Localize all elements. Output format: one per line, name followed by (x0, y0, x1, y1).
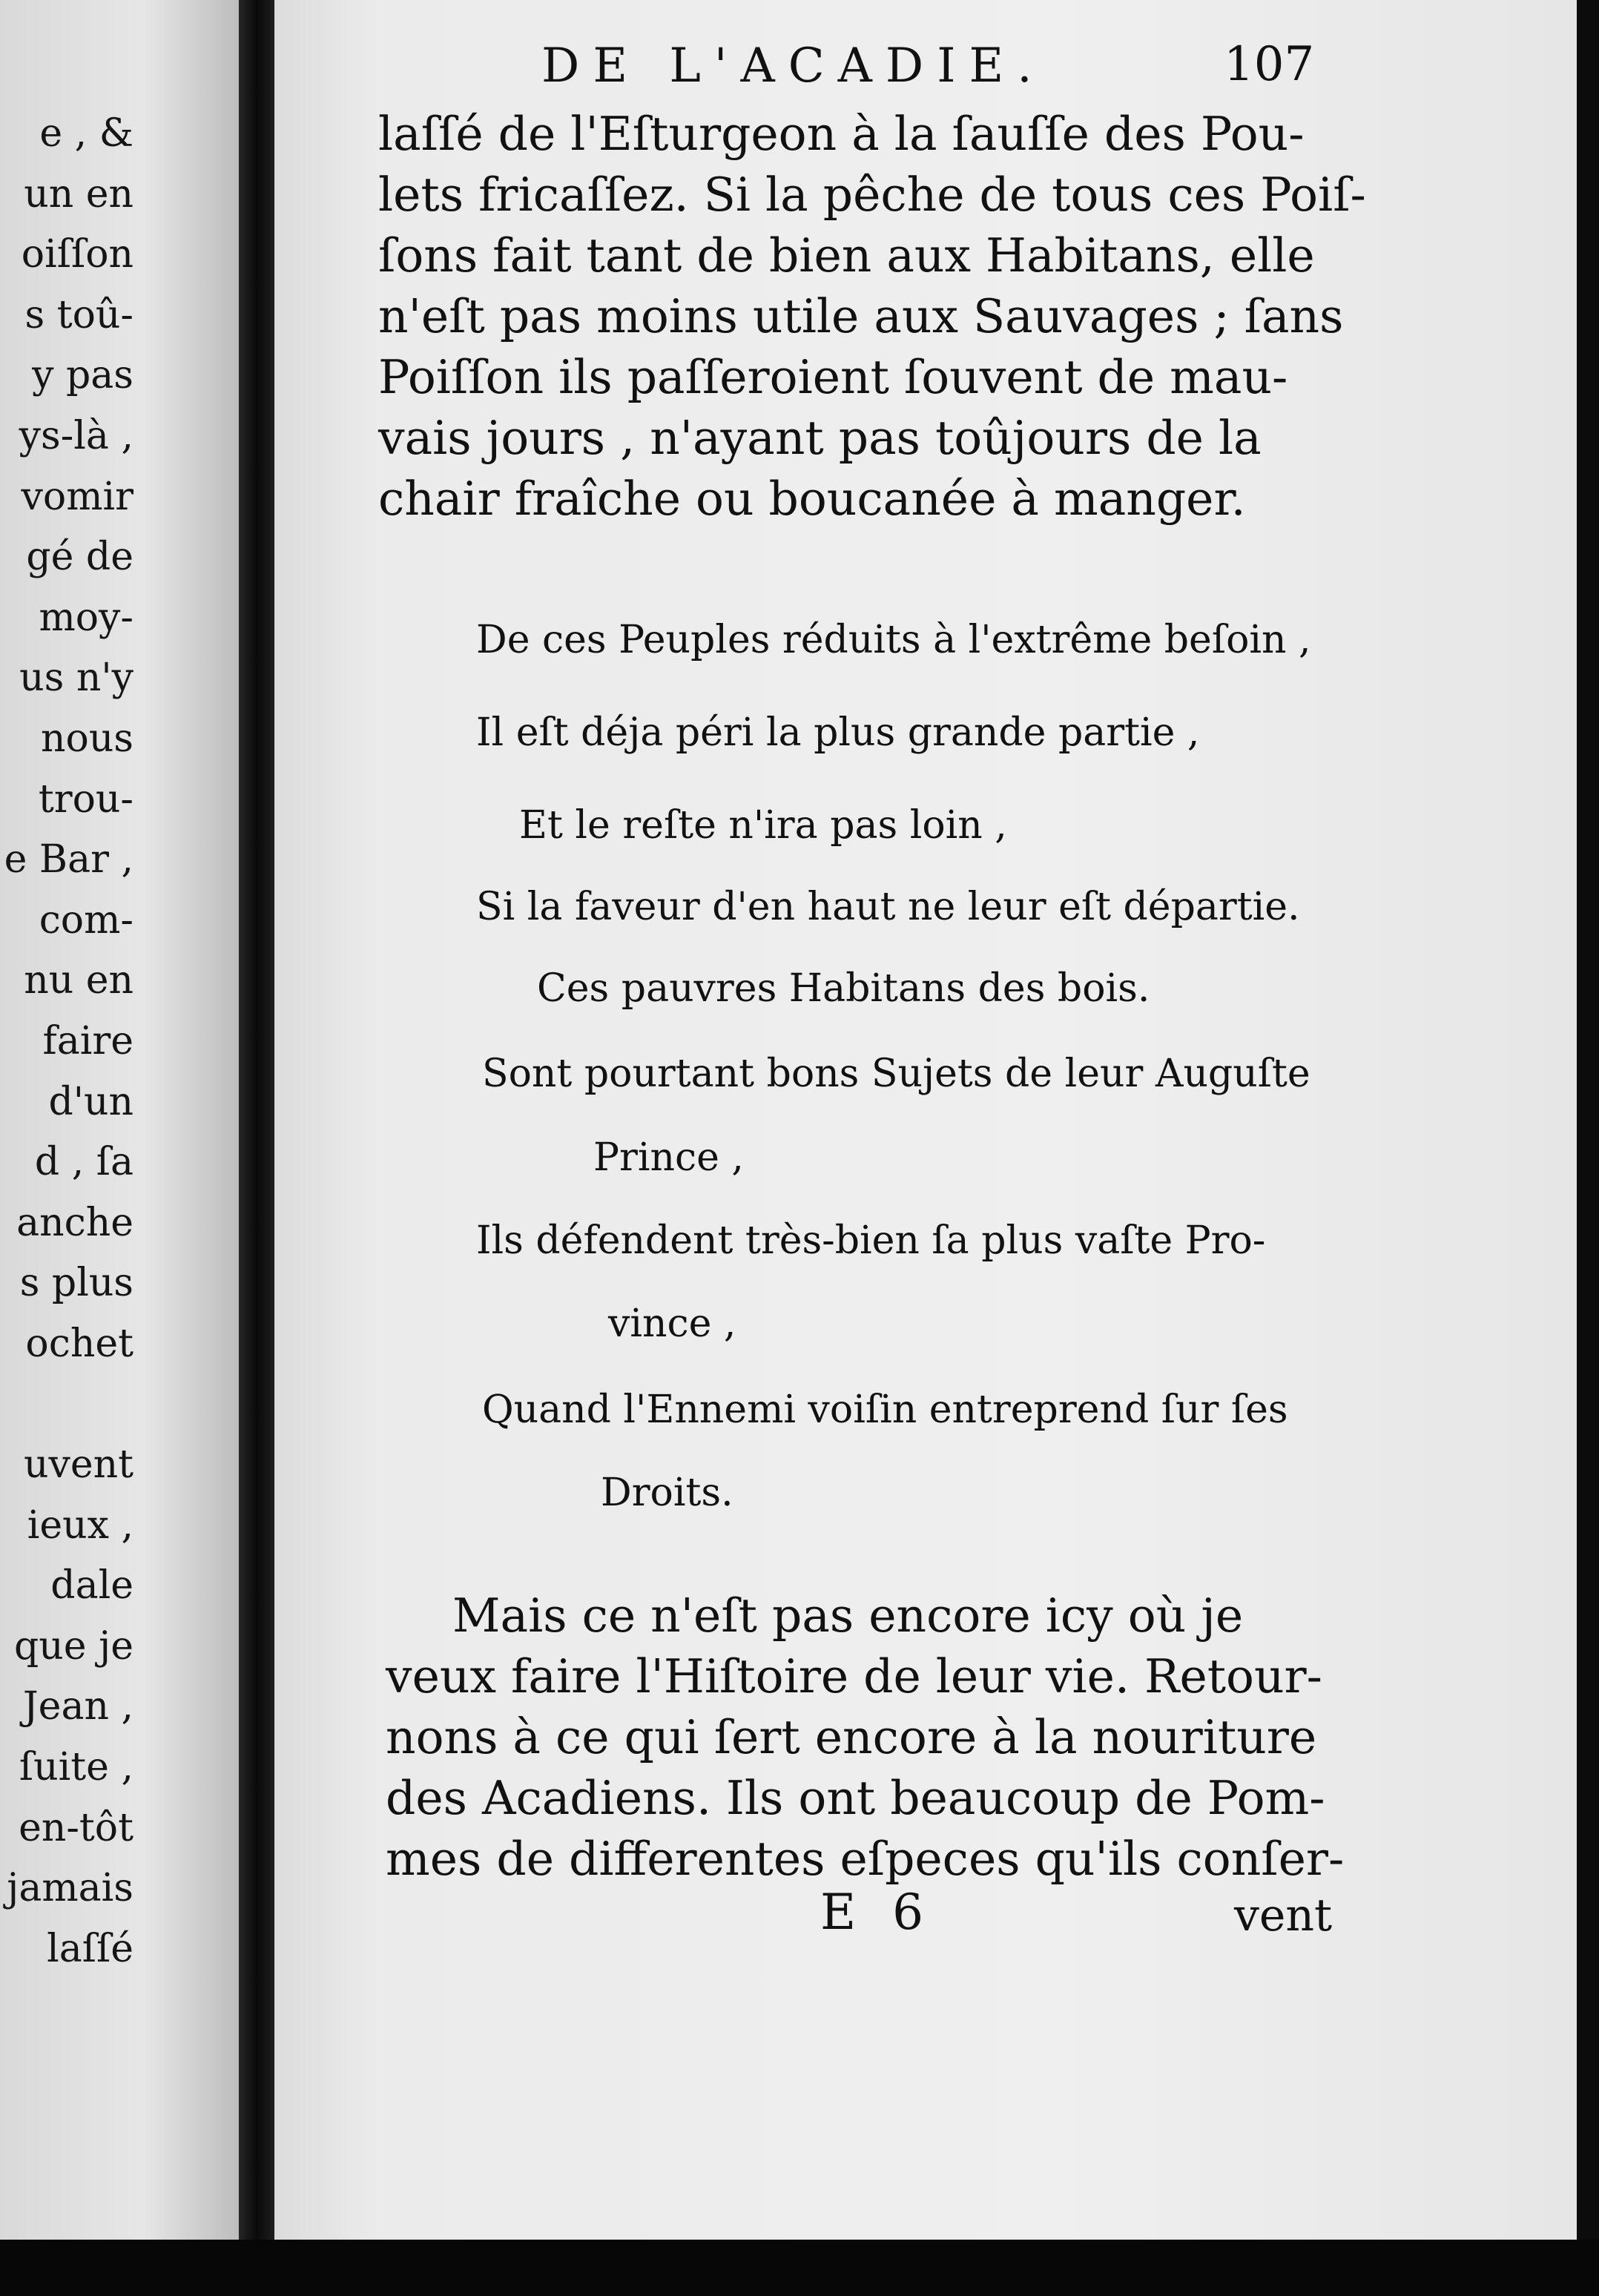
left-page-line: trou- (38, 776, 133, 822)
text-line: nons à ce qui ſert encore à la nouriture (386, 1710, 1317, 1764)
left-page-line: que je (14, 1623, 133, 1669)
running-title: DE L'ACADIE. (541, 39, 1046, 93)
verse-line: Ils défendent très-bien ſa plus vaſte Pro- (476, 1218, 1266, 1263)
verse-line: Il eſt déja péri la plus grande partie , (476, 710, 1200, 755)
verse-line: Et le reſte n'ira pas loin , (519, 803, 1007, 848)
text-line: ſons fait tant de bien aux Habitans, elle (378, 228, 1315, 283)
left-page-line: ieux , (27, 1502, 133, 1548)
text-line: n'eſt pas moins utile aux Sauvages ; ſans (378, 289, 1344, 343)
text-line: Mais ce n'eſt pas encore icy où je (452, 1589, 1244, 1643)
verse-line: vince , (608, 1302, 736, 1346)
left-page-line: gé de (26, 535, 133, 580)
left-page-line: ys-là , (19, 413, 133, 458)
verse-line: Quand l'Ennemi voiſin entreprend ſur ſes (482, 1388, 1288, 1432)
verse-line: Ces pauvres Habitans des bois. (537, 966, 1150, 1011)
left-page-line: e , & (39, 111, 133, 156)
left-page-line: vomir (21, 474, 133, 519)
left-page-line: nu en (24, 958, 133, 1003)
text-line: lets fricaſſez. Si la pêche de tous ces Poiſ- (378, 168, 1366, 222)
left-page-line: un en (24, 171, 133, 217)
signature-mark: E 6 (820, 1884, 934, 1941)
verse-line: De ces Peuples réduits à l'extrême beſoin , (476, 618, 1311, 662)
left-page-line: e Bar , (4, 837, 133, 883)
left-page-line: dale (50, 1563, 133, 1609)
verse-line: Sont pourtant bons Sujets de leur Auguſte (482, 1052, 1310, 1096)
catchword: vent (1234, 1890, 1333, 1942)
left-page-line: s toû- (24, 292, 133, 337)
left-page-line: oiſſon (21, 232, 133, 277)
left-page-line: nous (41, 716, 133, 761)
left-page-line: faire (42, 1018, 133, 1063)
page-number: 107 (1224, 37, 1315, 92)
left-page-line: anche (16, 1200, 133, 1245)
verse-line: Prince , (593, 1135, 744, 1180)
left-page-line: y pas (32, 353, 133, 398)
left-page-line: moy- (39, 595, 133, 640)
left-page-line: d'un (48, 1079, 133, 1124)
left-page-line: com- (39, 897, 133, 943)
text-line: vais jours , n'ayant pas toûjours de la (378, 411, 1262, 465)
left-page-line: s plus (19, 1261, 133, 1306)
text-line: laſſé de l'Eſturgeon à la ſauſſe des Pou- (378, 107, 1305, 161)
left-page-line: laſſé (47, 1926, 133, 1971)
text-line: veux faire l'Hiſtoire de leur vie. Retour- (386, 1649, 1322, 1703)
left-page-line: en-tôt (19, 1805, 133, 1850)
left-page-line: d , ſa (34, 1140, 133, 1185)
left-page-line: jamais (7, 1866, 133, 1911)
left-page-line: ſuite , (19, 1745, 133, 1790)
verse-line: Si la faveur d'en haut ne leur eſt départie. (476, 885, 1300, 929)
text-line: Poiſſon ils paſſeroient ſouvent de mau- (378, 350, 1288, 404)
verse-line: Droits. (601, 1471, 733, 1515)
left-page-line: Jean , (22, 1684, 133, 1729)
left-page-line: ochet (25, 1321, 133, 1366)
left-page-line: us n'y (19, 656, 133, 701)
text-line: chair fraîche ou boucanée à manger. (378, 472, 1246, 526)
left-page-line: uvent (23, 1442, 133, 1488)
text-line: mes de differentes eſpeces qu'ils conſer- (386, 1832, 1345, 1886)
text-line: des Acadiens. Ils ont beaucoup de Pom- (386, 1771, 1325, 1825)
